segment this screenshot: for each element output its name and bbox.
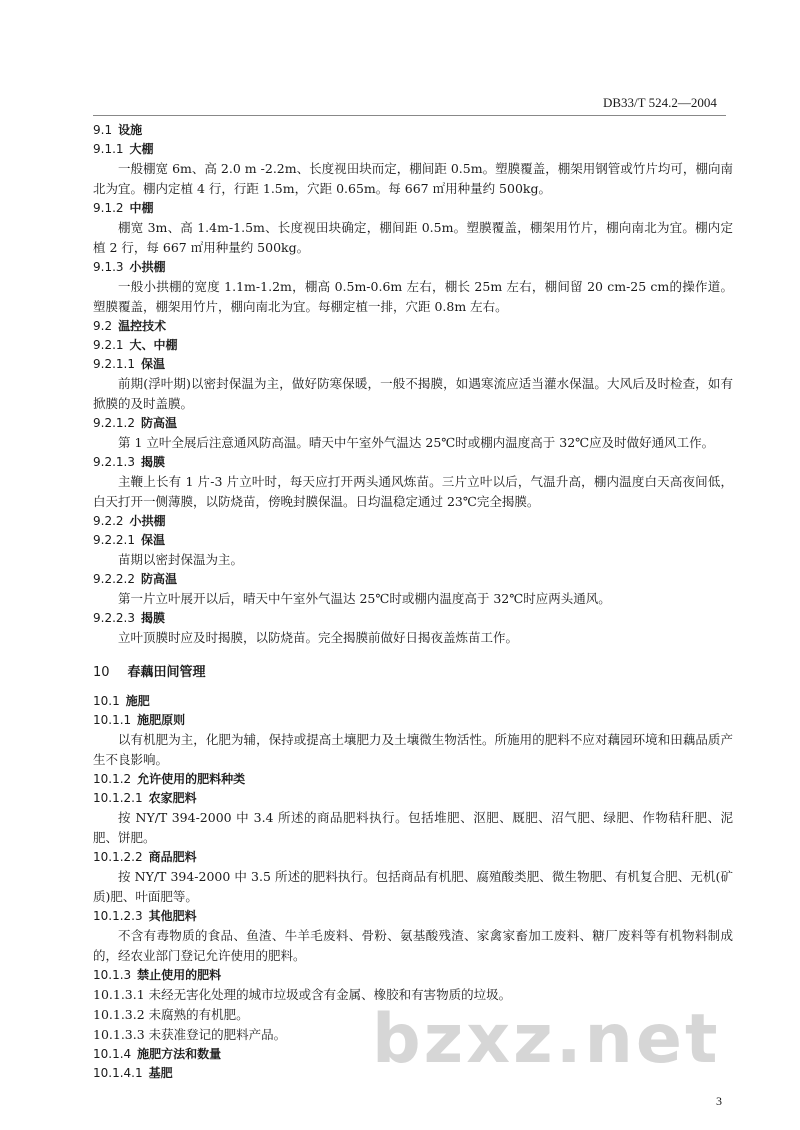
section-title: 揭膜	[140, 611, 165, 625]
section-number: 10.1.1	[93, 713, 132, 727]
section-9-2-2-1-heading	[93, 531, 733, 550]
section-10-1-2-3-heading	[93, 907, 733, 926]
section-10-1-2-1-text: 按 NY/T 394-2000 中 3.4 所述的商品肥料执行。包括堆肥、沤肥、厩肥、沼气肥、绿肥、作物秸秆肥、泥肥、饼肥。	[93, 810, 733, 845]
section-9-2-1-2-text: 第 1 立叶全展后注意通风防高温。晴天中午室外气温达 25℃时或棚内温度高于 32℃应及时做好通风工作。	[118, 435, 715, 450]
section-9-2-1-1-text: 前期(浮叶期)以密封保温为主，做好防寒保暖，一般不揭膜，如遇寒流应适当灌水保温。大风后及时检查，如有掀膜的及时盖膜。	[93, 376, 733, 411]
section-9-1-1-heading	[93, 140, 733, 159]
section-number: 9.1	[93, 123, 113, 137]
section-number: 9.2.2.2	[93, 572, 135, 586]
section-9-2-1-3-heading	[93, 453, 733, 472]
section-number: 9.2.1	[93, 338, 124, 352]
section-title: 禁止使用的肥料	[137, 968, 222, 982]
section-number: 9.2	[93, 319, 113, 333]
section-number: 9.2.1.1	[93, 357, 135, 371]
section-title: 保温	[140, 533, 165, 547]
section-9-2-2-3-heading	[93, 609, 733, 628]
section-9-2-1-3-text: 主鞭上长有 1 片-3 片立叶时，每天应打开两头通风炼苗。三片立叶以后，气温升高，棚内温度白天高夜间低，白天打开一侧薄膜，以防烧苗，傍晚封膜保温。日均温稳定通过 23℃完全揭膜。	[93, 474, 733, 509]
section-title: 农家肥料	[148, 791, 197, 805]
section-number: 10.1.2	[93, 772, 132, 786]
chapter-number: 10	[93, 665, 110, 680]
section-number: 9.2.2.1	[93, 533, 135, 547]
section-number: 10.1.4	[93, 1047, 132, 1061]
section-10-1-2-1-heading	[93, 789, 733, 808]
section-title: 小拱棚	[129, 514, 166, 528]
section-number: 10.1.2.2	[93, 850, 143, 864]
section-9-2-heading	[93, 317, 733, 336]
watermark: bzxz.net	[372, 1000, 721, 1079]
section-title: 大、中棚	[129, 338, 178, 352]
section-number: 9.1.2	[93, 201, 124, 215]
item-text: 未经无害化处理的城市垃圾或含有金属、橡胶和有害物质的垃圾。	[148, 987, 512, 1002]
chapter-10-heading	[93, 662, 733, 684]
section-title: 防高温	[140, 572, 177, 586]
spacer	[93, 648, 733, 662]
section-number: 9.2.2	[93, 514, 124, 528]
section-title: 施肥	[125, 694, 150, 708]
section-title: 揭膜	[140, 455, 165, 469]
section-number: 10.1.4.1	[93, 1066, 143, 1080]
section-number: 10.1.3	[93, 968, 132, 982]
section-number: 9.1.3	[93, 260, 124, 274]
document-body	[93, 121, 733, 1083]
section-10-1-2-3-text: 不含有毒物质的食品、鱼渣、牛羊毛废料、骨粉、氨基酸残渣、家禽家畜加工废料、糖厂废料等有机物料制成的，经农业部门登记允许使用的肥料。	[93, 928, 733, 963]
section-title: 允许使用的肥料种类	[137, 772, 246, 786]
section-9-2-2-3-text: 立叶顶膜时应及时揭膜，以防烧苗。完全揭膜前做好日揭夜盖炼苗工作。	[118, 630, 519, 645]
section-10-1-heading	[93, 692, 733, 711]
section-number: 10.1.2.3	[93, 909, 143, 923]
section-title: 中棚	[129, 201, 154, 215]
header-rule	[93, 115, 726, 116]
section-title: 防高温	[140, 416, 177, 430]
section-9-2-1-2-heading	[93, 414, 733, 433]
section-9-2-2-2-text: 第一片立叶展开以后，晴天中午室外气温达 25℃时或棚内温度高于 32℃时应两头通风。	[118, 591, 611, 606]
section-10-1-2-2-heading	[93, 848, 733, 867]
item-text: 未获准登记的肥料产品。	[148, 1027, 287, 1042]
section-number: 9.1.1	[93, 142, 124, 156]
section-number: 10.1.2.1	[93, 791, 143, 805]
section-9-1-2-heading	[93, 199, 733, 218]
section-number: 10.1	[93, 694, 120, 708]
section-10-1-1-text: 以有机肥为主，化肥为辅，保持或提高土壤肥力及土壤微生物活性。所施用的肥料不应对藕园环境和田藕品质产生不良影响。	[93, 732, 733, 767]
section-9-1-3-heading	[93, 258, 733, 277]
section-9-2-2-heading	[93, 512, 733, 531]
section-title: 设施	[118, 123, 143, 137]
section-number: 9.2.2.3	[93, 611, 135, 625]
section-title: 大棚	[129, 142, 154, 156]
section-title: 施肥原则	[137, 713, 186, 727]
section-title: 商品肥料	[148, 850, 197, 864]
section-9-1-3-text: 一般小拱棚的宽度 1.1m-1.2m，棚高 0.5m-0.6m 左右，棚长 25m 左右，棚间留 20 cm-25 cm的操作道。塑膜覆盖，棚架用竹片，棚向南北为宜。每棚定植一排，穴距 0.8m 左右。	[93, 279, 733, 314]
section-9-2-1-heading	[93, 336, 733, 355]
section-title: 小拱棚	[129, 260, 166, 274]
section-number: 9.2.1.3	[93, 455, 135, 469]
section-10-1-2-heading	[93, 770, 733, 789]
section-10-1-1-heading	[93, 711, 733, 730]
section-10-1-2-2-text: 按 NY/T 394-2000 中 3.5 所述的肥料执行。包括商品有机肥、腐殖酸类肥、微生物肥、有机复合肥、无机(矿质)肥、叶面肥等。	[93, 869, 733, 904]
section-title: 其他肥料	[148, 909, 197, 923]
section-9-1-2-text: 棚宽 3m、高 1.4m-1.5m、长度视田块确定，棚间距 0.5m。塑膜覆盖，棚架用竹片，棚向南北为宜。棚内定植 2 行，每 667 ㎡用种量约 500kg。	[93, 220, 733, 255]
item-number: 10.1.3.1	[93, 987, 145, 1002]
section-9-2-2-2-heading	[93, 570, 733, 589]
standard-code: DB33/T 524.2—2004	[603, 95, 717, 110]
item-number: 10.1.3.2	[93, 1007, 145, 1022]
page-number: 3	[716, 1094, 722, 1108]
section-9-1-1-text: 一般棚宽 6m、高 2.0 m -2.2m、长度视田块而定，棚间距 0.5m。塑膜覆盖，棚架用钢管或竹片均可，棚向南北为宜。棚内定植 4 行，行距 1.5m，穴距 0.65m。每 667 ㎡用种量约 500kg。	[93, 161, 733, 196]
section-9-2-2-1-text: 苗期以密封保温为主。	[118, 552, 244, 567]
spacer	[93, 684, 733, 692]
section-title: 施肥方法和数量	[137, 1047, 222, 1061]
chapter-title: 春藕田间管理	[127, 665, 206, 680]
section-10-1-3-heading	[93, 966, 733, 985]
item-text: 未腐熟的有机肥。	[148, 1007, 249, 1022]
item-number: 10.1.3.3	[93, 1027, 145, 1042]
section-title: 保温	[140, 357, 165, 371]
section-title: 基肥	[148, 1066, 173, 1080]
section-title: 温控技术	[118, 319, 167, 333]
section-number: 9.2.1.2	[93, 416, 135, 430]
section-9-2-1-1-heading	[93, 355, 733, 374]
section-9-1-heading	[93, 121, 733, 140]
